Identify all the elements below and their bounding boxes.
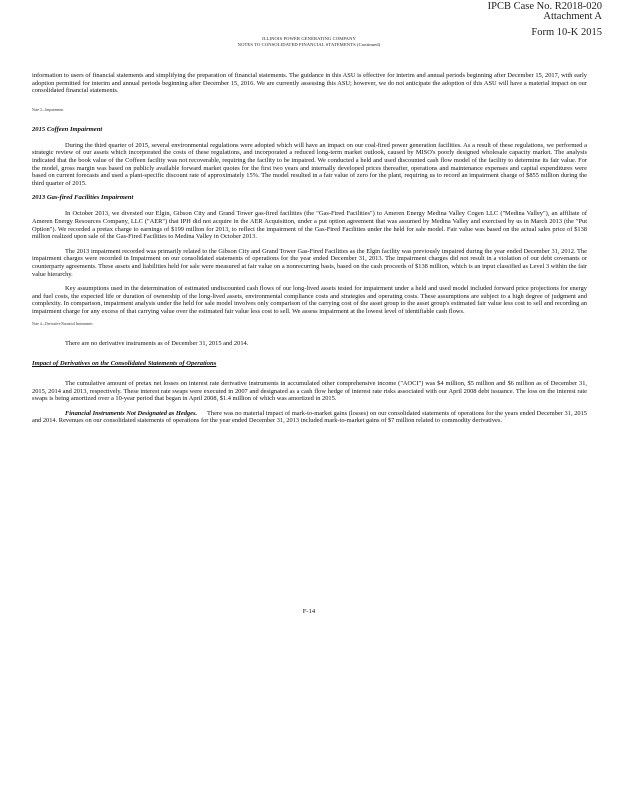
page-number: F-14: [302, 608, 316, 615]
gas-fired-paragraph-2: The 2013 impairment recorded was primarily related to the Gibson City and Grand Tower Gas-Fired Facilities as the Elgin facility was previously impaired during the year ended December 31, 2012. The impairment charges were recorded in Impairment on our consolidated statements of operations for the year ended December 31, 2013. The impairment charges did not result in a violation of our debt covenants or counterparty agreements. These assets and liabilities held for sale were measured at fair value on a nonrecurring basis, based on the cash proceeds of $138 million, which is an input classified as Level 3 within the fair value hierarchy.: [32, 247, 587, 278]
hedges-label: Financial Instruments Not Designated as Hedges.: [65, 409, 198, 417]
intro-paragraph: information to users of financial statements and simplifying the preparation of financial statements. The guidance in this ASU is effective for interim and annual periods beginning after December 15, 2017, with early adoption permitted for interim and annual periods beginning after December 15, 2016. We are currently assessing this ASU; however, we do not anticipate the adoption of this ASU will have a material impact on our consolidated financial statements.: [32, 72, 587, 95]
header-subtitle: NOTES TO CONSOLIDATED FINANCIAL STATEMENTS (Continued): [237, 42, 381, 47]
case-stamp: [488, 2, 602, 38]
no-derivatives-paragraph: There are no derivative instruments as of December 31, 2015 and 2014.: [65, 340, 249, 348]
gas-fired-heading: 2013 Gas-fired Facilities Impairment: [32, 194, 134, 202]
case-number: IPCB Case No. R2018-020: [487, 1, 602, 12]
company-name: ILLINOIS POWER GENERATING COMPANY: [262, 36, 356, 41]
coffeen-paragraph: During the third quarter of 2015, several environmental regulations were adopted which will have an impact on our coal-fired power generation facilities. As a result of these regulations, we performed a strategic review of our assets which incorporated the costs of these regulations, and incorporated a reduced long-term market outlook, caused by MISO's poorly designed wholesale capacity market. The analysis indicated that the book value of the Coffeen facility was not recoverable, requiring the facility to be impaired. We conducted a held and used discounted cash flow model of the facility to determine its fair value. For the model, gross margin was based on publicly available forward market quotes for the first two years and internally developed prices thereafter, operations and maintenance expenses and capital expenditures were based on current forecasts and used a plant-specific discount rate of approximately 15%. The model resulted in a fair value of zero for the plant, requiring us to record an impairment charge of $855 million during the third quarter of 2015.: [32, 141, 587, 187]
document-body: [32, 72, 587, 432]
page-header: [0, 36, 618, 48]
note-4-heading: Note 4—Derivative Financial Instruments: [32, 322, 93, 327]
gas-fired-paragraph-1: In October 2013, we divested our Elgin, Gibson City and Grand Tower gas-fired facilities (the "Gas-Fired Facilities") to Ameren Energy Medina Valley Cogen LLC ("Medina Valley"), an affiliate of Ameren Energy Resources Company, LLC ("AER") that IPH did not acquire in the AER Acquisition, under a put option agreement that was assumed by Medina Valley and exercised by us in March 2013 (the "Put Option"). We recorded a pretax charge to earnings of $199 million for 2013, to reflect the impairment of the Gas-Fired Facilities under the held for sale model. Fair value was based on the actual sales price of $138 million realized upon sale of the Gas-Fired Facilities to Medina Valley in October 2013.: [32, 210, 587, 241]
hedges-paragraph: [32, 410, 587, 425]
note-3-heading: Note 3—Impairments: [32, 107, 64, 112]
impact-heading: Impact of Derivatives on the Consolidated Statements of Operations: [32, 360, 217, 368]
gas-fired-paragraph-3: Key assumptions used in the determination of estimated undiscounted cash flows of our long-lived assets tested for impairment under a held and used model included forward price projections for energy and fuel costs, the expected life or duration of ownership of the long-lived assets, environmental compliance costs and strategies and operating costs. These assumptions are subject to a high degree of judgment and complexity. In comparison, impairment analysis under the held for sale model involves only comparison of the carrying cost of the asset group to the asset group's estimated fair value less cost to sell and recording an impairment charge for any excess of that carrying value over the estimated fair value less cost to sell. We assess impairment at the lowest level of identifiable cash flows.: [32, 285, 587, 315]
impact-paragraph: The cumulative amount of pretax net losses on interest rate derivative instruments in accumulated other comprehensive income ("AOCI") was $4 million, $5 million and $6 million as of December 31, 2015, 2014 and 2013, respectively. These interest rate swaps were executed in 2007 and designated as a cash flow hedge of interest rate risks associated with our April 2008 debt issuance. The loss on the interest rate swaps is being amortized over a 10-year period that began in April 2008, $1.4 million of which was amortized in 2015.: [32, 380, 587, 403]
coffeen-heading: 2015 Coffeen Impairment: [32, 125, 103, 133]
form-label: Form 10-K 2015: [531, 27, 602, 38]
attachment-label: Attachment A: [543, 11, 602, 22]
hedges-text: There was no material impact of mark-to-market gains (losses) on our consolidated statements of operations for the years ended December 31, 2015 and 2014. Revenues on our consolidated statements of operations for the year ended December 31, 2013 included mark-to-market gains of $7 million related to commodity derivatives.: [32, 409, 587, 425]
